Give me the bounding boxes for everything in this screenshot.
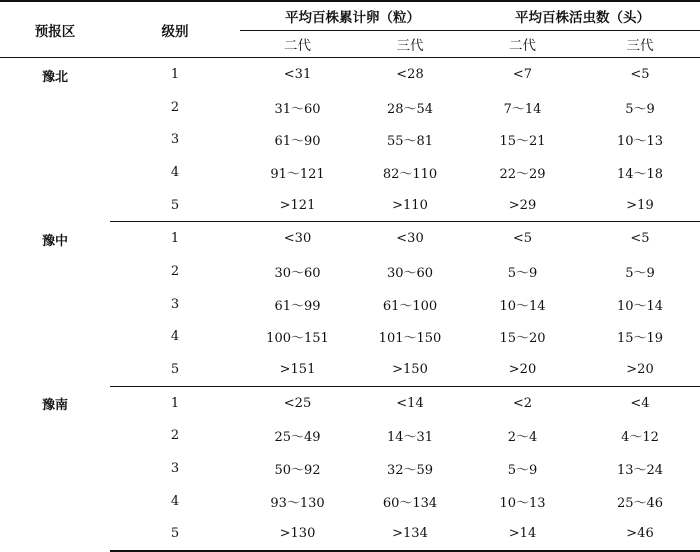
region-group bbox=[0, 386, 700, 551]
level-cell: 1 bbox=[170, 231, 180, 247]
eggs-gen3-cell: 14～31 bbox=[386, 430, 434, 446]
larvae-gen3-cell: 25～46 bbox=[616, 495, 664, 511]
level-cell: 3 bbox=[170, 296, 180, 312]
larvae-gen3-cell: >20 bbox=[580, 353, 700, 386]
larvae-gen3-cell: >19 bbox=[580, 189, 700, 222]
level-cell: 2 bbox=[170, 99, 180, 115]
larvae-gen2-cell: >20 bbox=[465, 353, 580, 386]
larvae-gen3-cell: <5 bbox=[630, 66, 650, 82]
larvae-gen3-cell: 14～18 bbox=[616, 166, 664, 182]
region-group bbox=[0, 222, 700, 386]
region-name: 豫中 bbox=[42, 233, 69, 249]
eggs-gen3-cell: >110 bbox=[355, 189, 465, 222]
level-cell: 1 bbox=[170, 66, 180, 82]
header-eggs-group: 平均百株累计卵（粒） bbox=[240, 1, 465, 31]
level-cell: 5 bbox=[110, 353, 240, 386]
eggs-gen3-cell: >150 bbox=[355, 353, 465, 386]
eggs-gen3-cell: 30～60 bbox=[386, 265, 434, 281]
region-name: 豫南 bbox=[42, 398, 69, 414]
larvae-gen3-cell: 4～12 bbox=[621, 430, 659, 446]
eggs-gen2-cell: 25～49 bbox=[274, 430, 321, 446]
larvae-gen2-cell: 15～21 bbox=[499, 134, 546, 150]
larvae-gen2-cell: >14 bbox=[465, 518, 580, 552]
eggs-gen2-cell: 31～60 bbox=[274, 101, 321, 117]
level-cell: 5 bbox=[110, 189, 240, 222]
larvae-gen3-cell: 5～9 bbox=[625, 265, 655, 281]
table-row bbox=[0, 58, 700, 91]
eggs-gen3-cell: 61～100 bbox=[382, 298, 438, 314]
larvae-gen2-cell: <7 bbox=[512, 66, 533, 82]
eggs-gen2-cell: 61～90 bbox=[274, 134, 321, 150]
larvae-gen2-cell: <5 bbox=[512, 231, 533, 247]
eggs-gen2-cell: >121 bbox=[240, 189, 355, 222]
header-region: 预报区 bbox=[0, 1, 110, 58]
level-cell: 2 bbox=[170, 428, 180, 444]
header-larvae-gen2: 二代 bbox=[465, 31, 580, 58]
header-eggs-gen2: 二代 bbox=[240, 31, 355, 58]
eggs-gen3-cell: 101～150 bbox=[378, 331, 442, 347]
larvae-gen2-cell: 5～9 bbox=[507, 463, 538, 479]
table-row bbox=[0, 222, 700, 255]
larvae-gen3-cell: 15～19 bbox=[616, 331, 664, 347]
level-cell: 3 bbox=[170, 132, 180, 148]
eggs-gen3-cell: 55～81 bbox=[386, 134, 434, 150]
header-larvae-gen3: 三代 bbox=[580, 31, 700, 58]
larvae-gen3-cell: 10～13 bbox=[616, 134, 664, 150]
larvae-gen2-cell: <2 bbox=[512, 395, 533, 411]
header-larvae-group: 平均百株活虫数（头） bbox=[465, 1, 700, 31]
eggs-gen2-cell: <31 bbox=[283, 66, 312, 82]
level-cell: 4 bbox=[170, 164, 180, 180]
eggs-gen2-cell: >151 bbox=[240, 353, 355, 386]
larvae-gen3-cell: >46 bbox=[580, 518, 700, 552]
larvae-gen3-cell: 10～14 bbox=[616, 298, 664, 314]
table-row bbox=[0, 386, 700, 419]
region-group bbox=[0, 58, 700, 222]
eggs-gen3-cell: >134 bbox=[355, 518, 465, 552]
eggs-gen2-cell: <25 bbox=[283, 395, 312, 411]
eggs-gen3-cell: 32～59 bbox=[386, 463, 434, 479]
level-cell: 4 bbox=[170, 329, 180, 345]
eggs-gen2-cell: >130 bbox=[240, 518, 355, 552]
eggs-gen3-cell: <30 bbox=[396, 231, 424, 247]
larvae-gen2-cell: 5～9 bbox=[507, 265, 538, 281]
larvae-gen2-cell: 10～14 bbox=[499, 298, 546, 314]
larvae-gen2-cell: 15～20 bbox=[499, 331, 546, 347]
level-cell: 4 bbox=[170, 493, 180, 509]
eggs-gen2-cell: 50～92 bbox=[274, 463, 321, 479]
larvae-gen3-cell: 13～24 bbox=[616, 463, 664, 479]
level-cell: 3 bbox=[170, 461, 180, 477]
table-header bbox=[0, 1, 700, 58]
larvae-gen3-cell: <4 bbox=[630, 395, 650, 411]
header-level: 级别 bbox=[110, 1, 240, 58]
eggs-gen3-cell: 82～110 bbox=[382, 166, 438, 182]
header-eggs-gen3: 三代 bbox=[355, 31, 465, 58]
eggs-gen2-cell: 91～121 bbox=[270, 166, 325, 182]
eggs-gen2-cell: 93～130 bbox=[270, 495, 325, 511]
eggs-gen3-cell: 60～134 bbox=[382, 495, 438, 511]
eggs-gen3-cell: <14 bbox=[396, 395, 424, 411]
larvae-gen2-cell: 22～29 bbox=[499, 166, 546, 182]
level-cell: 2 bbox=[170, 263, 180, 279]
region-name: 豫北 bbox=[42, 70, 69, 85]
level-cell: 1 bbox=[170, 395, 180, 411]
larvae-gen2-cell: >29 bbox=[465, 189, 580, 222]
eggs-gen3-cell: 28～54 bbox=[386, 101, 434, 117]
eggs-gen2-cell: 100～151 bbox=[266, 331, 329, 347]
larvae-gen2-cell: 10～13 bbox=[499, 495, 546, 511]
larvae-gen3-cell: <5 bbox=[630, 231, 650, 247]
eggs-gen3-cell: <28 bbox=[396, 66, 424, 82]
larvae-gen3-cell: 5～9 bbox=[625, 101, 655, 117]
larvae-gen2-cell: 7～14 bbox=[503, 101, 542, 117]
larvae-gen2-cell: 2～4 bbox=[507, 430, 538, 446]
level-cell: 5 bbox=[110, 518, 240, 552]
eggs-gen2-cell: <30 bbox=[283, 231, 312, 247]
eggs-gen2-cell: 30～60 bbox=[274, 265, 321, 281]
eggs-gen2-cell: 61～99 bbox=[274, 298, 321, 314]
